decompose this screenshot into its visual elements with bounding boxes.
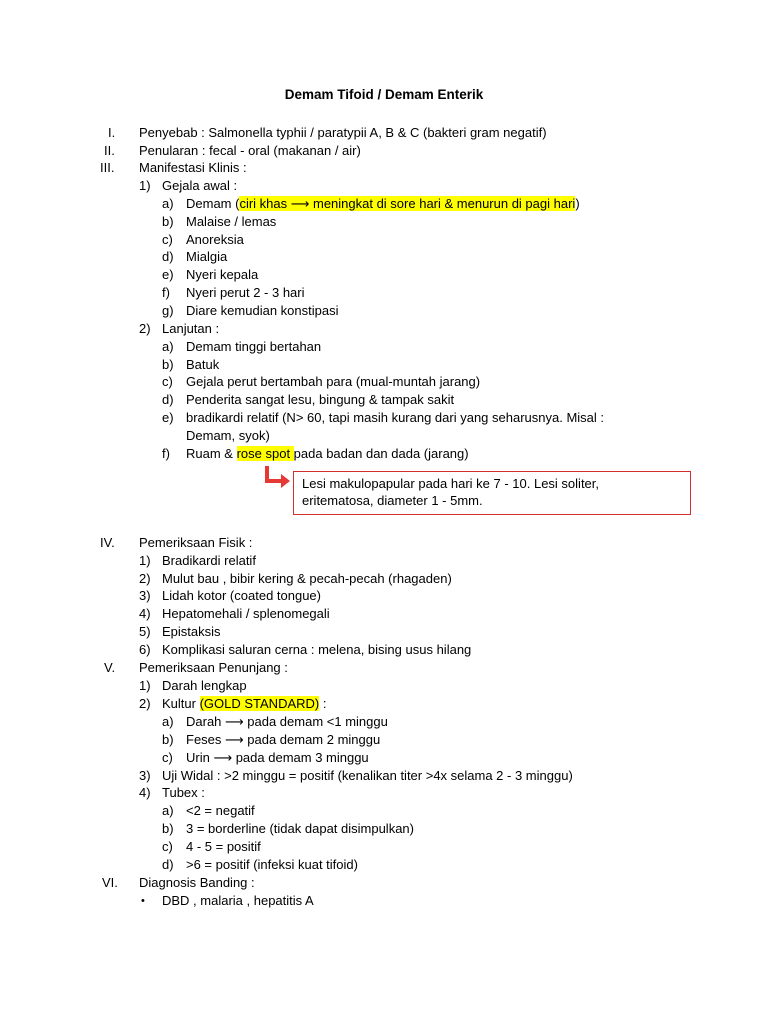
callout-line: eritematosa, diameter 1 - 5mm. — [302, 493, 483, 508]
item-text: Demam tinggi bertahan — [186, 339, 322, 354]
section-number: II. — [104, 143, 115, 158]
item-text: Epistaksis — [162, 624, 221, 639]
item-number: f) — [162, 285, 170, 300]
item-text: Komplikasi saluran cerna : melena, bising usus hilang — [162, 642, 472, 657]
section-number: VI. — [102, 875, 118, 890]
item-text: Penderita sangat lesu, bingung & tampak sakit — [186, 392, 455, 407]
item-text: >6 = positif (infeksi kuat tifoid) — [186, 857, 358, 872]
item-text: Anoreksia — [186, 232, 244, 247]
item-text: Uji Widal : >2 minggu = positif (kenalikan titer >4x selama 2 - 3 minggu) — [162, 768, 573, 783]
item-number: 6) — [139, 642, 151, 657]
section-text: Penularan : fecal - oral (makanan / air) — [139, 143, 361, 158]
item-text: Gejala awal : — [162, 178, 238, 193]
item-text: Darah lengkap — [162, 678, 247, 693]
section-text: Pemeriksaan Fisik : — [139, 535, 253, 550]
item-number: 3) — [139, 768, 151, 783]
item-number: a) — [162, 196, 174, 211]
item-number: e) — [162, 410, 174, 425]
item-number: 4) — [139, 785, 151, 800]
item-text: Lidah kotor (coated tongue) — [162, 588, 321, 603]
item-number: f) — [162, 446, 170, 461]
item-text: Nyeri kepala — [186, 267, 259, 282]
item-text-pre: Demam ( — [186, 196, 240, 211]
item-text: Bradikardi relatif — [162, 553, 256, 568]
highlighted-text: rose spot — [236, 446, 294, 461]
item-number: a) — [162, 339, 174, 354]
item-number: 1) — [139, 553, 151, 568]
callout-arrow-icon — [262, 464, 292, 490]
callout-note — [293, 471, 691, 515]
section-number: V. — [104, 660, 116, 675]
item-number: d) — [162, 392, 174, 407]
item-number: e) — [162, 267, 174, 282]
item-number: 2) — [139, 696, 151, 711]
item-text — [186, 445, 469, 463]
item-text: bradikardi relatif (N> 60, tapi masih kurang dari yang seharusnya. Misal : — [186, 410, 605, 425]
item-number: 1) — [139, 178, 151, 193]
highlighted-text: (GOLD STANDARD) — [199, 696, 320, 711]
item-number: 5) — [139, 624, 151, 639]
item-number: c) — [162, 750, 173, 765]
item-text: Demam, syok) — [186, 428, 270, 443]
item-text — [162, 695, 326, 713]
section-number: IV. — [100, 535, 115, 550]
item-text: Urin ⟶ pada demam 3 minggu — [186, 750, 369, 765]
item-text: Mialgia — [186, 249, 228, 264]
item-text: Darah ⟶ pada demam <1 minggu — [186, 714, 388, 729]
item-number: 2) — [139, 571, 151, 586]
item-number: 3) — [139, 588, 151, 603]
item-text: Diare kemudian konstipasi — [186, 303, 339, 318]
section-text: Diagnosis Banding : — [139, 875, 255, 890]
item-text-pre: Kultur — [162, 696, 200, 711]
page-title: Demam Tifoid / Demam Enterik — [284, 87, 484, 102]
item-number: c) — [162, 232, 173, 247]
section-text: Penyebab : Salmonella typhii / paratypii A, B & C (bakteri gram negatif) — [139, 125, 547, 140]
item-number: d) — [162, 249, 174, 264]
item-number: g) — [162, 303, 174, 318]
item-text-post: : — [319, 696, 327, 711]
item-text: Lanjutan : — [162, 321, 220, 336]
item-number: c) — [162, 839, 173, 854]
bullet-icon: • — [141, 895, 145, 907]
item-text: Mulut bau , bibir kering & pecah-pecah (rhagaden) — [162, 571, 452, 586]
item-number: b) — [162, 732, 174, 747]
item-number: 4) — [139, 606, 151, 621]
item-number: c) — [162, 374, 173, 389]
item-text: DBD , malaria , hepatitis A — [162, 893, 314, 908]
item-number: b) — [162, 214, 174, 229]
item-text: Nyeri perut 2 - 3 hari — [186, 285, 305, 300]
item-text: Tubex : — [162, 785, 205, 800]
item-number: 1) — [139, 678, 151, 693]
section-text: Pemeriksaan Penunjang : — [139, 660, 288, 675]
item-text-post: pada badan dan dada (jarang) — [293, 446, 469, 461]
item-number: b) — [162, 821, 174, 836]
section-text: Manifestasi Klinis : — [139, 160, 247, 175]
item-text: Gejala perut bertambah para (mual-muntah jarang) — [186, 374, 481, 389]
item-text: Malaise / lemas — [186, 214, 277, 229]
highlighted-text: ciri khas ⟶ meningkat di sore hari & menurun di pagi hari — [239, 196, 576, 211]
callout-line: Lesi makulopapular pada hari ke 7 - 10. Lesi soliter, — [302, 476, 600, 491]
item-text-post: ) — [575, 196, 580, 211]
item-text: Batuk — [186, 357, 220, 372]
item-text: 4 - 5 = positif — [186, 839, 261, 854]
item-text-pre: Ruam & — [186, 446, 237, 461]
item-text: 3 = borderline (tidak dapat disimpulkan) — [186, 821, 414, 836]
section-number: I. — [108, 125, 116, 140]
item-text: Hepatomehali / splenomegali — [162, 606, 330, 621]
item-text: <2 = negatif — [186, 803, 255, 818]
item-text: Feses ⟶ pada demam 2 minggu — [186, 732, 381, 747]
item-number: 2) — [139, 321, 151, 336]
item-number: d) — [162, 857, 174, 872]
item-text — [186, 195, 580, 213]
item-number: b) — [162, 357, 174, 372]
section-number: III. — [100, 160, 115, 175]
item-number: a) — [162, 714, 174, 729]
item-number: a) — [162, 803, 174, 818]
